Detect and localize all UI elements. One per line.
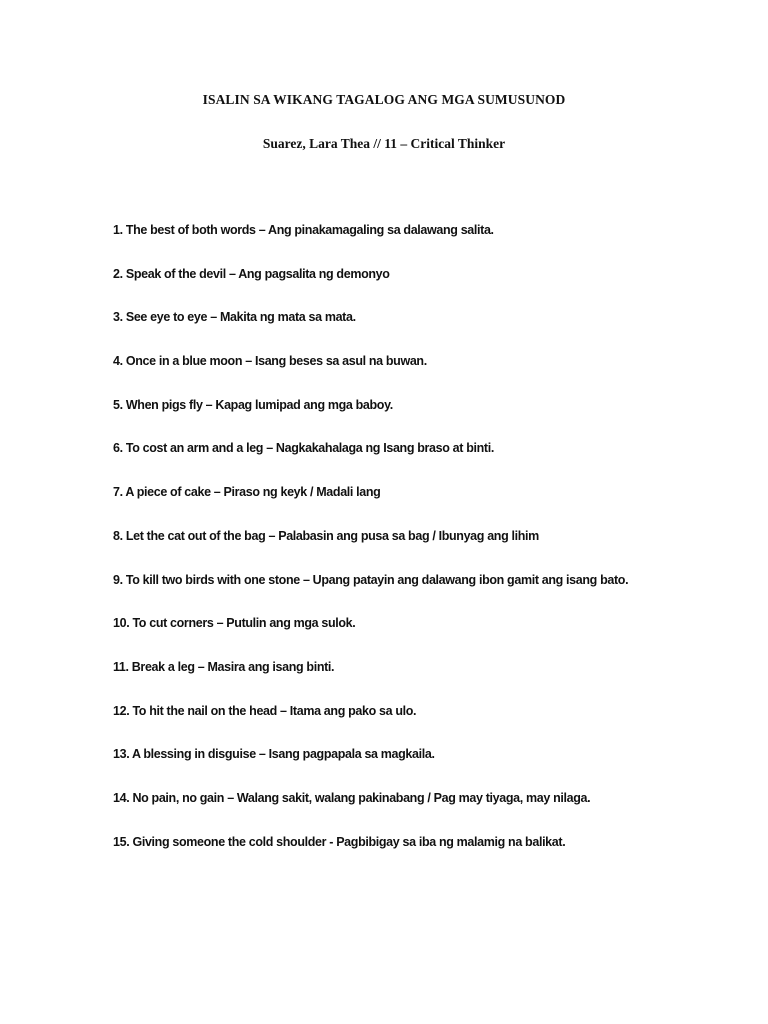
- list-item: 4. Once in a blue moon – Isang beses sa asul na buwan.: [113, 354, 427, 369]
- list-item: 8. Let the cat out of the bag – Palabasin ang pusa sa bag / Ibunyag ang lihim: [113, 528, 539, 543]
- list-item: 9. To kill two birds with one stone – Upang patayin ang dalawang ibon gamit ang isang bato.: [113, 572, 629, 587]
- list-item: 5. When pigs fly – Kapag lumipad ang mga baboy.: [113, 397, 393, 412]
- list-item: 14. No pain, no gain – Walang sakit, walang pakinabang / Pag may tiyaga, may nilaga.: [113, 790, 591, 805]
- list-item: 11. Break a leg – Masira ang isang binti.: [113, 659, 335, 674]
- list-item: 2. Speak of the devil – Ang pagsalita ng demonyo: [113, 266, 390, 281]
- list-item: 6. To cost an arm and a leg – Nagkakahalaga ng Isang braso at binti.: [113, 441, 494, 456]
- list-item: 10. To cut corners – Putulin ang mga sulok.: [113, 616, 356, 631]
- list-item: 12. To hit the nail on the head – Itama ang pako sa ulo.: [113, 703, 417, 718]
- list-item: 3. See eye to eye – Makita ng mata sa mata.: [113, 310, 356, 325]
- author-line: Suarez, Lara Thea // 11 – Critical Thinker: [262, 136, 506, 151]
- list-item: 7. A piece of cake – Piraso ng keyk / Madali lang: [113, 485, 381, 500]
- list-item: 15. Giving someone the cold shoulder - Pagbibigay sa iba ng malamig na balikat.: [113, 834, 566, 849]
- list-item: 13. A blessing in disguise – Isang pagpapala sa magkaila.: [113, 747, 435, 762]
- list-item: 1. The best of both words – Ang pinakamagaling sa dalawang salita.: [113, 223, 494, 237]
- document-title: ISALIN SA WIKANG TAGALOG ANG MGA SUMUSUNOD: [202, 92, 566, 107]
- translation-list: [113, 222, 753, 877]
